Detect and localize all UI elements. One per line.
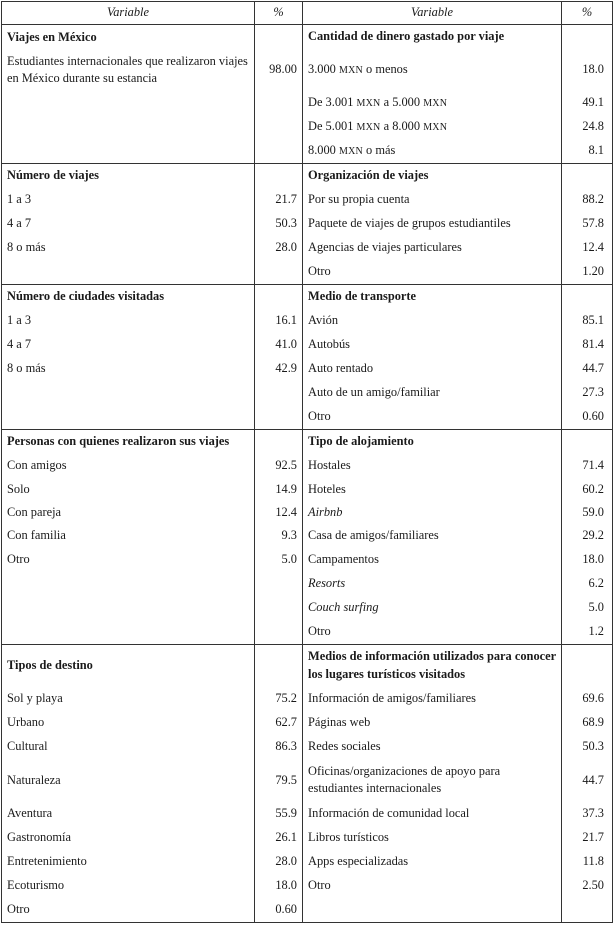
row-label: Urbano bbox=[2, 711, 255, 735]
table-row bbox=[2, 645, 613, 687]
table-row bbox=[2, 596, 613, 620]
row-value: 68.9 bbox=[562, 711, 613, 735]
row-value: 29.2 bbox=[562, 524, 613, 548]
row-value: 55.9 bbox=[255, 802, 303, 826]
row-label: Con amigos bbox=[2, 453, 255, 477]
row-label: Información de comunidad local bbox=[303, 802, 562, 826]
table-row bbox=[2, 572, 613, 596]
section-title: Viajes en México bbox=[7, 30, 97, 44]
table-row bbox=[2, 284, 613, 308]
row-label: 8 o más bbox=[2, 236, 255, 260]
table-row bbox=[2, 620, 613, 644]
row-label: Otro bbox=[303, 260, 562, 284]
col-header-percent: % bbox=[255, 2, 303, 25]
table-row bbox=[2, 802, 613, 826]
table-row bbox=[2, 898, 613, 922]
row-label: 8 o más bbox=[2, 357, 255, 381]
row-label: De 3.001 MXN a 5.000 MXN bbox=[303, 91, 562, 115]
row-value: 86.3 bbox=[255, 735, 303, 759]
row-value: 21.7 bbox=[255, 188, 303, 212]
section-title: Tipo de alojamiento bbox=[303, 429, 562, 453]
table-row bbox=[2, 236, 613, 260]
section-title: Medio de transporte bbox=[303, 284, 562, 308]
table-row bbox=[2, 826, 613, 850]
row-label: Con familia bbox=[2, 524, 255, 548]
table-row bbox=[2, 453, 613, 477]
row-label: 4 a 7 bbox=[2, 333, 255, 357]
table-row bbox=[2, 850, 613, 874]
row-label: Campamentos bbox=[303, 548, 562, 572]
table-row bbox=[2, 25, 613, 49]
row-label: 4 a 7 bbox=[2, 212, 255, 236]
row-value: 28.0 bbox=[255, 236, 303, 260]
row-value: 27.3 bbox=[562, 381, 613, 405]
row-label: 8.000 MXN o más bbox=[303, 139, 562, 163]
row-value: 41.0 bbox=[255, 333, 303, 357]
row-label: Auto de un amigo/familiar bbox=[303, 381, 562, 405]
table-row bbox=[2, 212, 613, 236]
row-label: Gastronomía bbox=[2, 826, 255, 850]
section-title: Número de viajes bbox=[2, 163, 255, 187]
row-label: Páginas web bbox=[303, 711, 562, 735]
row-value: 2.50 bbox=[562, 874, 613, 898]
row-value: 18.0 bbox=[255, 874, 303, 898]
row-value: 37.3 bbox=[562, 802, 613, 826]
survey-table bbox=[1, 1, 613, 923]
table-row bbox=[2, 405, 613, 429]
row-value: 75.2 bbox=[255, 687, 303, 711]
row-label: Apps especializadas bbox=[303, 850, 562, 874]
row-label: Hostales bbox=[303, 453, 562, 477]
row-label: Entretenimiento bbox=[2, 850, 255, 874]
table-row bbox=[2, 735, 613, 759]
row-label: Solo bbox=[2, 477, 255, 501]
row-label: Avión bbox=[303, 308, 562, 332]
row-value: 12.4 bbox=[562, 236, 613, 260]
col-header-variable: Variable bbox=[2, 2, 255, 25]
row-label: Estudiantes internacionales que realizaron viajes en México durante su estancia bbox=[7, 53, 248, 86]
row-label: Con pareja bbox=[2, 502, 255, 524]
row-value: 49.1 bbox=[562, 91, 613, 115]
row-label: Sol y playa bbox=[2, 687, 255, 711]
table-row bbox=[2, 524, 613, 548]
row-label: Couch surfing bbox=[303, 596, 562, 620]
section-title: Número de ciudades visitadas bbox=[2, 284, 255, 308]
row-value: 0.60 bbox=[255, 898, 303, 922]
col-header-variable: Variable bbox=[303, 2, 562, 25]
row-label: Otro bbox=[2, 898, 255, 922]
table-row bbox=[2, 502, 613, 524]
table-row bbox=[2, 477, 613, 501]
row-value: 1.20 bbox=[562, 260, 613, 284]
row-value: 1.2 bbox=[562, 620, 613, 644]
table-row bbox=[2, 333, 613, 357]
row-label: Otro bbox=[2, 548, 255, 572]
row-label: Redes sociales bbox=[303, 735, 562, 759]
col-header-percent: % bbox=[562, 2, 613, 25]
section-title: Organización de viajes bbox=[303, 163, 562, 187]
header-row bbox=[2, 2, 613, 25]
row-label: Oficinas/organizaciones de apoyo para estudiantes internacionales bbox=[303, 759, 562, 801]
row-value: 16.1 bbox=[255, 308, 303, 332]
row-value: 11.8 bbox=[562, 850, 613, 874]
row-label: Libros turísticos bbox=[303, 826, 562, 850]
row-value: 21.7 bbox=[562, 826, 613, 850]
row-label: Otro bbox=[303, 874, 562, 898]
section-title: Medios de información utilizados para conocer los lugares turísticos visitados bbox=[303, 645, 562, 687]
row-value: 24.8 bbox=[562, 115, 613, 139]
row-label: Otro bbox=[303, 405, 562, 429]
table-row bbox=[2, 163, 613, 187]
row-value: 12.4 bbox=[255, 502, 303, 524]
row-value: 50.3 bbox=[255, 212, 303, 236]
row-value: 9.3 bbox=[255, 524, 303, 548]
row-label: Aventura bbox=[2, 802, 255, 826]
row-value: 42.9 bbox=[255, 357, 303, 381]
table-row bbox=[2, 188, 613, 212]
row-value: 88.2 bbox=[562, 188, 613, 212]
row-label: Casa de amigos/familiares bbox=[303, 524, 562, 548]
row-label: 1 a 3 bbox=[2, 188, 255, 212]
row-value: 50.3 bbox=[562, 735, 613, 759]
row-value: 44.7 bbox=[562, 357, 613, 381]
row-value: 79.5 bbox=[255, 759, 303, 801]
table-row bbox=[2, 759, 613, 801]
row-label: 1 a 3 bbox=[2, 308, 255, 332]
table-row bbox=[2, 429, 613, 453]
row-value: 0.60 bbox=[562, 405, 613, 429]
row-label: Cultural bbox=[2, 735, 255, 759]
row-value: 60.2 bbox=[562, 477, 613, 501]
row-label: Paquete de viajes de grupos estudiantiles bbox=[303, 212, 562, 236]
row-value: 62.7 bbox=[255, 711, 303, 735]
row-value: 5.0 bbox=[562, 596, 613, 620]
row-label: Hoteles bbox=[303, 477, 562, 501]
row-value: 92.5 bbox=[255, 453, 303, 477]
section-title: Tipos de destino bbox=[2, 645, 255, 687]
table-row bbox=[2, 381, 613, 405]
table-cell bbox=[2, 25, 255, 164]
row-value: 28.0 bbox=[255, 850, 303, 874]
section-title: Cantidad de dinero gastado por viaje bbox=[303, 25, 562, 49]
row-value: 85.1 bbox=[562, 308, 613, 332]
table-row bbox=[2, 874, 613, 898]
row-label: Auto rentado bbox=[303, 357, 562, 381]
row-label: Por su propia cuenta bbox=[303, 188, 562, 212]
row-value: 6.2 bbox=[562, 572, 613, 596]
row-label: Autobús bbox=[303, 333, 562, 357]
table-row bbox=[2, 548, 613, 572]
row-label: 3.000 MXN o menos bbox=[303, 49, 562, 91]
row-value: 18.0 bbox=[562, 49, 613, 91]
row-label: Airbnb bbox=[303, 502, 562, 524]
row-value: 26.1 bbox=[255, 826, 303, 850]
row-value: 14.9 bbox=[255, 477, 303, 501]
row-value: 69.6 bbox=[562, 687, 613, 711]
row-label: Otro bbox=[303, 620, 562, 644]
row-value: 57.8 bbox=[562, 212, 613, 236]
row-label: Naturaleza bbox=[2, 759, 255, 801]
row-value: 71.4 bbox=[562, 453, 613, 477]
row-value: 98.00 bbox=[255, 49, 303, 91]
table-row bbox=[2, 357, 613, 381]
row-label: Agencias de viajes particulares bbox=[303, 236, 562, 260]
row-value: 59.0 bbox=[562, 502, 613, 524]
row-label: De 5.001 MXN a 8.000 MXN bbox=[303, 115, 562, 139]
row-label: Información de amigos/familiares bbox=[303, 687, 562, 711]
table-row bbox=[2, 711, 613, 735]
row-label: Ecoturismo bbox=[2, 874, 255, 898]
row-value: 8.1 bbox=[562, 139, 613, 163]
table-row bbox=[2, 308, 613, 332]
row-label: Resorts bbox=[303, 572, 562, 596]
row-value: 5.0 bbox=[255, 548, 303, 572]
row-value: 81.4 bbox=[562, 333, 613, 357]
section-title: Personas con quienes realizaron sus viajes bbox=[2, 429, 255, 453]
table-row bbox=[2, 687, 613, 711]
row-value: 18.0 bbox=[562, 548, 613, 572]
row-value: 44.7 bbox=[562, 759, 613, 801]
table-row bbox=[2, 260, 613, 284]
